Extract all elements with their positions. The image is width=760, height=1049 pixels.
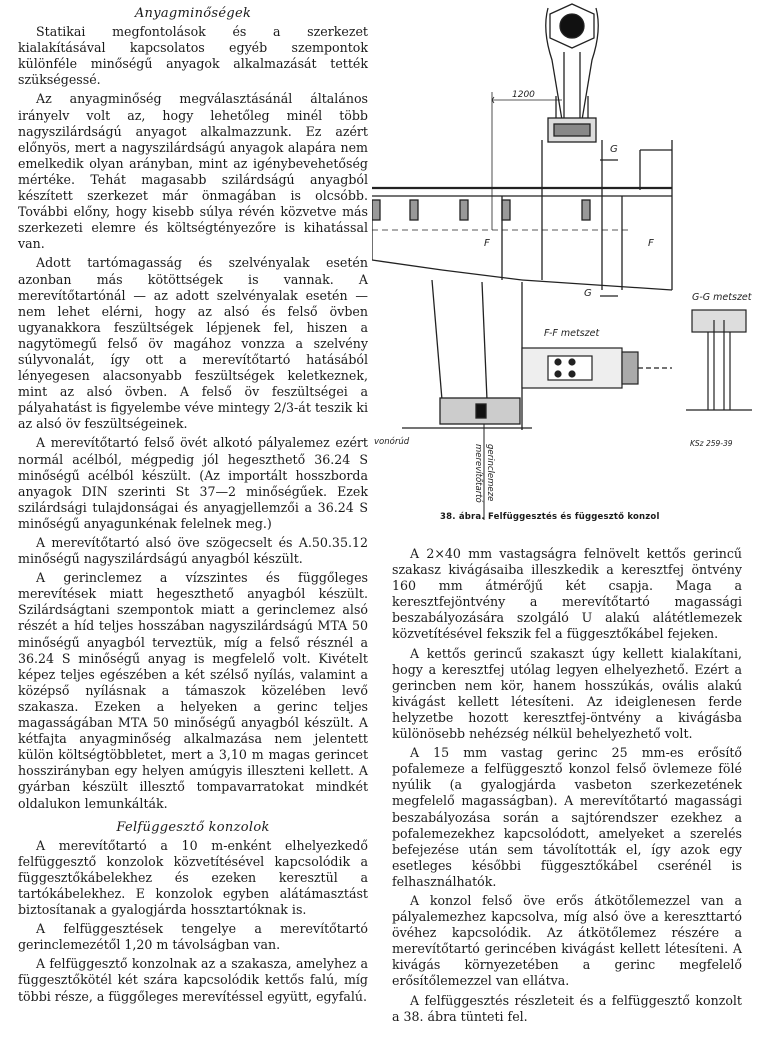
paragraph: A merevítőtartó alsó öve szögecselt és A.50.35.12 minőségű nagyszilárdságú anyagból készült. [18,535,368,567]
paragraph: A 2×40 mm vastagságra felnövelt kettős gerincű szakasz kivágásaiba illeszkedik a keresztfej öntvény 160 mm átmérőjű két csapja. Maga a keresztfejöntvény a merevítőtartó magassági beszabályozására szolgáló U alakú alátétlemezek közvetítésével fekszik fel a függesztőkábel fejeken. [392,546,742,642]
paragraph: A felfüggesztés részleteit és a felfüggesztő konzolt a 38. ábra tünteti fel. [392,992,742,1024]
paragraph: Az anyagminőség megválasztásánál általános irányelv volt az, hogy lehetőleg minél több nagyszilárdságú anyagot alkalmazzunk. Ez azért előnyös, mert a nagyszilárdságú anyagok alapára nem emelkedik olyan arányban, mint az igénybevehetőség mértéke. Tehát magasabb szilárdságú anyagból készített szerkezet már önmagában is olcsóbb. További előny, hogy kisebb súlya révén közvetve más szerkezeti elemre és költségtényezőre is kihatással van. [18,91,368,252]
left-column [18,6,368,1008]
figure-caption: 38. ábra. Felfüggesztés és függesztő konzol [440,512,660,522]
paragraph: Adott tartómagasság és szelvényalak esetén azonban más kötöttségek is vannak. A merevítőtartónál — az adott szelvényalak esetén — nem lehet elérni, hogy az alsó és felső övben ugyanakkora feszültségek lépjenek fel, hiszen a nagytömegű felső öv magához vonzza a szelvény súlyvonalát, így ott a merevítőtartó hatásából lényegesen alacsonyabb feszültségek keletkeznek, mint az alsó övben. A felső öv feszültségei a pályahatást is figyelembe véve mintegy 2/3-át teszik ki az alsó öv feszültségeinek. [18,255,368,432]
paragraph: A felfüggesztő konzolnak az a szakasza, amelyhez a függesztőkötél két szára kapcsolódik kettős falú, míg többi része, a függőleges merevítéssel együtt, egyfalú. [18,956,368,1004]
vertical-note-1: merevítőtartó [473,444,483,503]
reference-code: KSz 259-39 [690,439,733,448]
section-heading-brackets: Felfüggesztő konzolok [116,819,270,835]
section-heading-materials: Anyagminőségek [134,6,252,21]
technical-drawing-figure [372,0,757,535]
left-note: vonórúd [374,437,410,447]
paragraph: A merevítőtartó a 10 m-enként elhelyezkedő felfüggesztő konzolok közvetítésével kapcsolódik a függesztőkábelekhez és ezeken keresztül a tartókábelekhez. E konzolok egyben alátámasztást biztosítanak a gyalogjárda hossztartóknak is. [18,837,368,918]
section-mark-f-right: F [648,238,654,249]
vertical-note-2: gerinclemeze [485,444,495,502]
paragraph: A kettős gerincű szakaszt úgy kellett kialakítani, hogy a keresztfej utólag legyen elhelyezhető. Ezért a gerincben nem kör, hanem hosszúkás, ovális alakú kivágást kellett létesíteni. Az ideiglenesen ferde helyzetbe hozott keresztfej-öntvény a kivágásba különösebb nehézség nélkül behelyezhető volt. [392,645,742,742]
section-mark-f-left: F [484,238,490,249]
paragraph: A 15 mm vastag gerinc 25 mm-es erősítő pofalemeze a felfüggesztő konzol felső övlemeze fölé nyúlik (a gyalogjárda vasbeton szerkezetének megfelelő magasságban). A merevítőtartó magassági beszabályozása során a sajtórendszer ezekhez a pofalemezekhez kapcsolódott, amelyeket a szerelés befejezése után sem távolították el, így azok egy esetleges későbbi függesztőkábel cserénél is felhasználhatók. [392,745,742,889]
paragraph: A felfüggesztések tengelye a merevítőtartó gerinclemezétől 1,20 m távolságban van. [18,921,368,953]
section-mark-g-bottom: G [584,288,592,299]
paragraph: A gerinclemez a vízszintes és függőleges merevítések miatt hegeszthető anyagból készült. Szilárdságtani szempontok miatt a gerinclemez alsó részét a híd teljes hosszában nagyszilárdságú MTA 50 minőségű anyagból terveztük, míg a felső résznél a 36.24 S minőségű anyag is megfelelő volt. Kivételt képez teljes egészében a két szélső nyílás, valamint a középső nyílásnak a támaszok közelében levő szakasza. Ezeken a helyeken a gerinc teljes magasságában MTA 50 minőségű anyagból készült. A kétfajta anyagminőség alkalmazása nem jelentett külön költségtöbbletet, mert a 3,10 m magas gerincet hosszirányban egy helyen amúgyis illeszteni kellett. A gyárban készült illesztő tompavarratokat mindkét oldalukon lemunkálták. [18,570,368,811]
paragraph: A merevítőtartó felső övét alkotó pályalemez ezért normál acélból, mégpedig jól hegeszthető 36.24 S minőségű acélból készült. (Az importált hosszborda anyagok DIN szerinti St 37—2 minőségűek. Ezek szilárdsági tulajdonságai és anyagjellemzői a 36.24 S minőségű anyagunkénak felelnek meg.) [18,435,368,531]
paragraph: A konzol felső öve erős átkötőlemezzel van a pályalemezhez kapcsolva, míg alsó öve a kereszttartó övéhez kapcsolódik. Az átkötőlemez részére a merevítőtartó gerincében kivágást kellett létesíteni. A kivágás környezetében a gerinc megfelelő erősítőlemezzel van ellátva. [392,892,742,989]
section-mark-g-top: G [610,144,618,155]
dimension-label: 1200 [512,90,535,100]
ff-section-label: F-F metszet [544,328,600,339]
gg-section-label: G-G metszet [692,292,752,303]
paragraph: Statikai megfontolások és a szerkezet kialakításával kapcsolatos egyéb szempontok különféle minőségű anyagok alkalmazását tették szükségessé. [18,24,368,88]
right-column [392,546,742,1028]
